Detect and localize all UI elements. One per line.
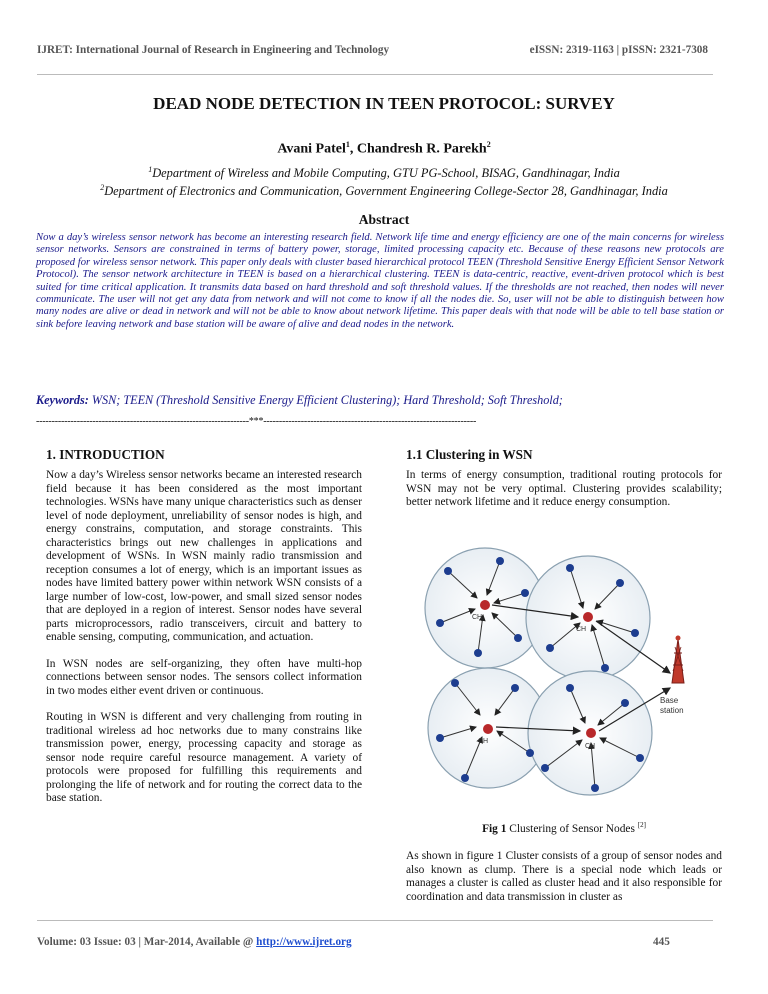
keywords-text: WSN; TEEN (Threshold Sensitive Energy Efficient Clustering); Hard Threshold; Soft Threshold; <box>88 393 563 407</box>
cluster-diagram <box>420 543 720 805</box>
ch-label: CH <box>576 626 587 633</box>
ch-label: CH <box>478 738 489 745</box>
author-sep: , <box>349 141 357 157</box>
author-line <box>0 140 768 158</box>
section-divider: --------------------------------------------------------------------***-------------------------------------------------------------------- <box>36 416 477 427</box>
intro-heading: 1. INTRODUCTION <box>46 447 165 462</box>
ch-label: CH <box>585 743 596 750</box>
abstract-text: Now a day’s wireless sensor network has become an interesting research field. Network life time and energy efficiency are one of the main concerns for wireless sensor networks. Sensors are constrained in terms of battery power, storage, limited processing capacity etc. Because of these reasons new protocols are proposed for wireless sensor network. This paper only deals with cluster based hierarchical protocol TEEN (Threshold Sensitive Energy Efficient Sensor Network Protocol). The sensor network architecture in TEEN is based on a hierarchical clustering. TEEN is data-centric, reactive, event-driven protocol which is best suited for time critical application. It transmits data based on hard threshold and soft threshold values. If the thresholds are not reached, then nodes will never communicate. The user will not get any data from network and will not come to know if all the nodes die. So, user will not be able to distinguish between how many nodes are alive or dead in network and will not be able to know about network lifetime. This paper deals with that node will be able to tell base station or sink before leaving network and base station will be aware of alive and dead nodes in the network. <box>36 232 724 330</box>
affiliation-2 <box>0 183 768 199</box>
clustering-heading: 1.1 Clustering in WSN <box>406 447 533 462</box>
caption-label: Fig 1 <box>482 822 507 835</box>
footer-volume <box>37 936 352 948</box>
clustering-paragraph-2: As shown in figure 1 Cluster consists of a group of sensor nodes and also known as clump. There is a special node which leads or manages a cluster is called as cluster head and it also responsible for coordination and data transmission in cluster as <box>406 850 722 903</box>
intro-body <box>46 469 362 819</box>
keywords-label: Keywords: <box>36 393 89 407</box>
affiliation-1-sup: 1 <box>148 165 153 174</box>
base-label-1: Base <box>660 696 679 705</box>
affiliation-2-sup: 2 <box>100 183 105 192</box>
figure-caption <box>406 821 722 835</box>
affiliation-1 <box>0 165 768 181</box>
author-1-sup: 1 <box>345 140 350 149</box>
caption-ref: [2] <box>637 821 646 829</box>
intro-paragraph-1: Now a day’s Wireless sensor networks became an interested research field because it has been considered as the most important technologies. WSNs have many unique characteristics such as denser level of node deployment, unreliability of sensor nodes is high, and energy constrains, computation, and storage constraints. This characteristics brings out new challenges in applications and development of WSNs. In WSN mainly radio transmission and reception consumes a lot of energy, which is an important issues as nodes have limited battery power within network WSN consists of a large number of low-cost, low-power, and small sized sensor nodes that are deployed in a region of interest. Sensor nodes have several parts microprocessors, radio transceivers, circuit and battery to enable sensing, computing, communication, and actuation. <box>46 469 362 643</box>
base-label-2: station <box>660 706 684 715</box>
issn-header: eISSN: 2319-1163 | pISSN: 2321-7308 <box>529 44 708 56</box>
clustering-paragraph-1: In terms of energy consumption, traditional routing protocols for WSN may not be very optimal. Clustering provides scalability; better network lifetime and it reduce energy consumption. <box>406 469 722 508</box>
footer-text: Volume: 03 Issue: 03 | Mar-2014, Available @ <box>37 936 257 948</box>
paper-title: DEAD NODE DETECTION IN TEEN PROTOCOL: SURVEY <box>153 94 615 113</box>
affiliation-1-text: Department of Wireless and Mobile Computing, GTU PG-School, BISAG, Gandhinagar, India <box>152 166 620 181</box>
keywords <box>36 393 724 408</box>
author-2-sup: 2 <box>486 140 491 149</box>
footer-rule <box>37 920 713 921</box>
journal-link[interactable]: http://www.ijret.org <box>256 936 352 948</box>
caption-text: Clustering of Sensor Nodes <box>506 822 638 835</box>
ch-label: CH <box>472 614 483 621</box>
abstract-heading: Abstract <box>358 212 410 227</box>
page-number: 445 <box>653 936 670 948</box>
journal-header: IJRET: International Journal of Research in Engineering and Technology <box>37 44 390 56</box>
intro-paragraph-3: Routing in WSN is different and very challenging from routing in traditional wireless ad hoc networks due to many constrains like transmission power, energy, processing capacity and storage as sensor node require careful resource management. A variety of protocols were proposed for fulfilling this requirements and prolonging the life of network and for routing the correct data to the base station. <box>46 711 362 804</box>
intro-paragraph-2: In WSN nodes are self-organizing, they often have multi-hop connections between sensor nodes. The sensors collect information in two modes either event driven or continuous. <box>46 657 362 697</box>
author-1: Avani Patel <box>277 141 346 157</box>
author-2: Chandresh R. Parekh <box>356 141 487 157</box>
affiliation-2-text: Department of Electronics and Communication, Government Engineering College-Sector 28, Gandhinagar, India <box>104 184 668 199</box>
header-rule <box>37 74 713 75</box>
